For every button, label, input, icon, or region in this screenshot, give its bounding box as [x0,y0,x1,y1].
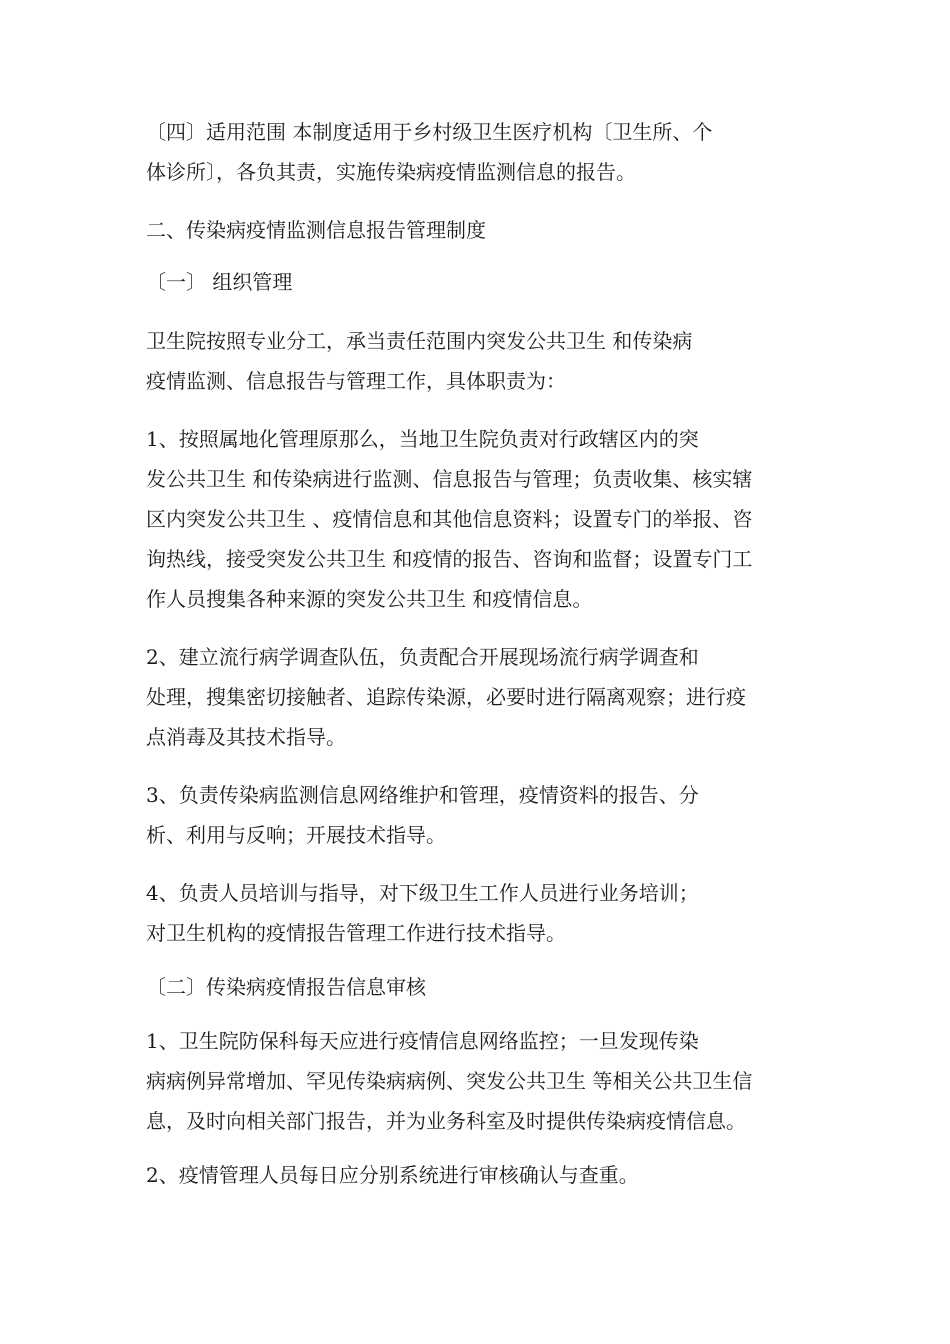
text-line: 2、疫情管理人员每日应分别系统进行审核确认与查重。 [146,1163,639,1187]
paragraph-scope [146,112,808,192]
paragraph-duty-1 [146,419,808,619]
text-line: 〔四〕适用范围 本制度适用于乡村级卫生医疗机构〔卫生所、个 [146,120,713,144]
text-line: 点消毒及其技术指导。 [146,725,346,749]
subheading-org-management [146,262,808,302]
paragraph-duty-4 [146,873,808,953]
text-line: 询热线，接受突发公共卫生 和疫情的报告、咨询和监督；设置专门工 [146,547,753,571]
text-line: 二、传染病疫情监测信息报告管理制度 [146,218,486,242]
paragraph-hospital-duties [146,321,808,401]
paragraph-review-1 [146,1021,808,1141]
subheading-report-review [146,967,808,1007]
text-line: 对卫生机构的疫情报告管理工作进行技术指导。 [146,921,566,945]
text-line: 体诊所〕，各负其责，实施传染病疫情监测信息的报告。 [146,160,636,184]
text-line: 析、利用与反响；开展技术指导。 [146,823,446,847]
text-line: 1、卫生院防保科每天应进行疫情信息网络监控；一旦发现传染 [146,1029,699,1053]
text-line: 2、建立流行病学调查队伍，负责配合开展现场流行病学调查和 [146,645,699,669]
text-line: 1、按照属地化管理原那么，当地卫生院负责对行政辖区内的突 [146,427,699,451]
text-line: 息，及时向相关部门报告，并为业务科室及时提供传染病疫情信息。 [146,1109,746,1133]
text-line: 4、负责人员培训与指导，对下级卫生工作人员进行业务培训； [146,881,699,905]
text-line: 发公共卫生 和传染病进行监测、信息报告与管理；负责收集、核实辖 [146,467,753,491]
paragraph-duty-2 [146,637,808,757]
paragraph-review-2 [146,1155,808,1195]
text-line: 3、负责传染病监测信息网络维护和管理，疫情资料的报告、分 [146,783,699,807]
document-body [146,112,808,1214]
text-line: 作人员搜集各种来源的突发公共卫生 和疫情信息。 [146,587,593,611]
text-line: 卫生院按照专业分工，承当责任范围内突发公共卫生 和传染病 [146,329,693,353]
paragraph-duty-3 [146,775,808,855]
text-line: 处理，搜集密切接触者、追踪传染源，必要时进行隔离观察；进行疫 [146,685,746,709]
text-line: 〔一〕 组织管理 [146,270,293,294]
text-line: 〔二〕传染病疫情报告信息审核 [146,975,426,999]
text-line: 疫情监测、信息报告与管理工作，具体职责为： [146,369,566,393]
section-heading-2 [146,210,808,250]
text-line: 病病例异常增加、罕见传染病病例、突发公共卫生 等相关公共卫生信 [146,1069,753,1093]
text-line: 区内突发公共卫生 、疫情信息和其他信息资料；设置专门的举报、咨 [146,507,753,531]
